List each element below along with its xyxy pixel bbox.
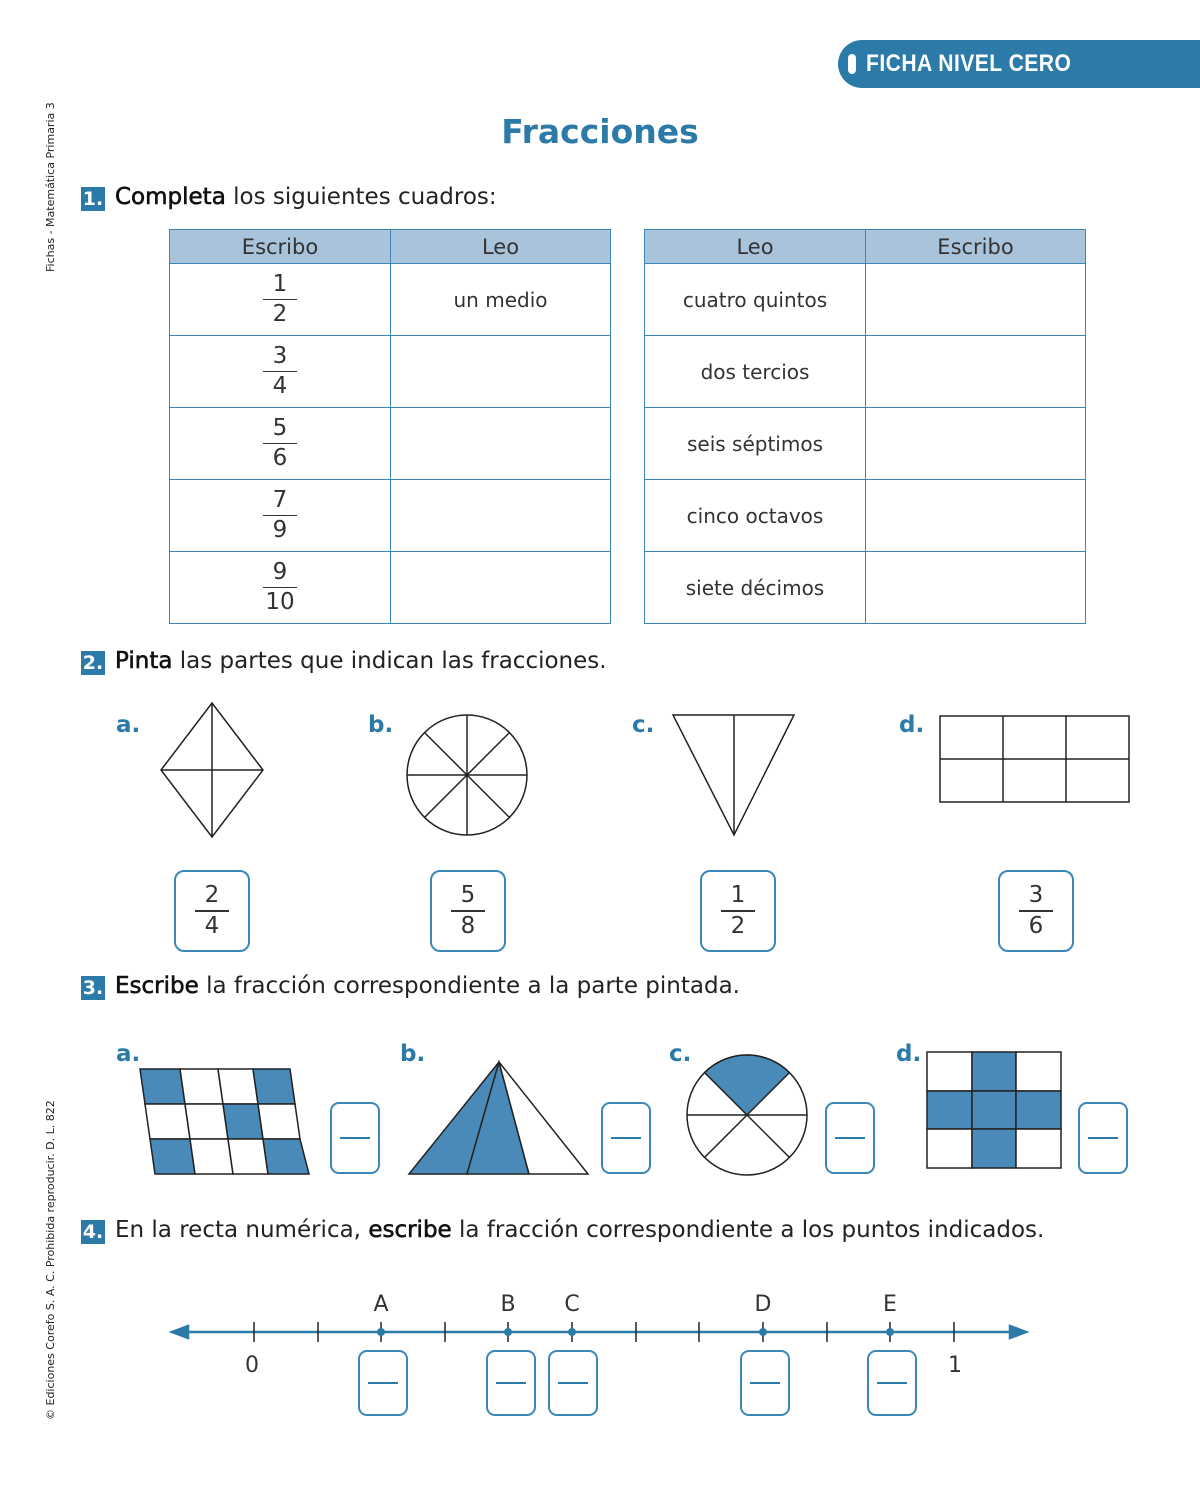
question-4-verb: escribe [368,1217,452,1243]
question-3-text [115,973,740,999]
point-label-d: D [754,1292,772,1317]
q3-shapes [0,1040,1200,1190]
question-4-rest: la fracción correspondiente a los puntos indicados. [451,1217,1045,1243]
left-table-header-leo: Leo [391,230,611,264]
table-cell-leo: dos tercios [645,336,866,408]
point-a-dot [377,1328,385,1336]
right-table-header-leo: Leo [645,230,866,264]
question-1-rest: los siguientes cuadros: [225,184,497,210]
q3-label-c: c. [669,1041,692,1067]
page-title: Fracciones [501,112,699,151]
q3-label-d: d. [896,1041,922,1067]
parallelogram-grid-shape [140,1069,309,1174]
question-4-text [115,1217,1044,1243]
answer-box-3a[interactable] [330,1102,380,1174]
rectangle-sixths-shape[interactable] [940,716,1129,802]
question-1-verb: Completa [115,184,226,210]
question-3-number: 3. [82,977,104,999]
number-line-zero: 0 [245,1353,259,1378]
q2-label-d: d. [899,712,925,738]
table-cell-leo: cuatro quintos [645,264,866,336]
point-b-dot [504,1328,512,1336]
table-cell-leo: seis séptimos [645,408,866,480]
answer-box-point-a[interactable] [358,1350,408,1416]
number-line [0,1300,1200,1360]
banner-label: FICHA NIVEL CERO [866,50,1072,77]
answer-box-3b[interactable] [601,1102,651,1174]
grid-cross-shape [927,1052,1061,1168]
side-text-top: Fichas - Matemática Primaria 3 [44,102,57,272]
table-cell-leo: cinco octavos [645,480,866,552]
question-3-verb: Escribe [115,973,199,999]
table-cell-fraction: $\frac{7}{9}$ [170,480,391,552]
question-4-pre: En la recta numérica, [115,1217,369,1243]
q2-label-a: a. [116,712,141,738]
point-label-a: A [373,1292,389,1317]
question-3-rest: la fracción correspondiente a la parte pintada. [198,973,740,999]
point-label-e: E [883,1292,897,1317]
q2-label-c: c. [632,712,655,738]
question-2-number: 2. [82,652,104,674]
point-label-c: C [564,1292,580,1317]
right-table-header-escribo: Escribo [866,230,1086,264]
answer-box-point-c[interactable] [548,1350,598,1416]
table-cell-fraction: $\frac{9}{10}$ [170,552,391,624]
circle-sixths-shape [687,1055,807,1175]
fraction-box-c: $\frac{1}{2}$ [700,870,776,952]
point-c-dot [568,1328,576,1336]
question-2-rest: las partes que indican las fracciones. [172,648,607,674]
question-4-number: 4. [82,1221,104,1243]
table-cell-leo: siete décimos [645,552,866,624]
fraction-box-b: $\frac{5}{8}$ [430,870,506,952]
q2-label-b: b. [368,712,394,738]
answer-box-3c[interactable] [825,1102,875,1174]
rhombus-shape[interactable] [161,703,263,837]
table-cell-leo: un medio [391,264,611,336]
answer-box-3d[interactable] [1078,1102,1128,1174]
q3-label-a: a. [116,1041,141,1067]
answer-box-point-e[interactable] [867,1350,917,1416]
answer-box-point-d[interactable] [740,1350,790,1416]
circle-eighths-shape[interactable] [407,715,527,835]
table-cell-fraction: $\frac{1}{2}$ [170,264,391,336]
question-2-verb: Pinta [115,648,173,674]
point-d-dot [759,1328,767,1336]
left-table-header-escribo: Escribo [170,230,391,264]
number-line-one: 1 [948,1353,962,1378]
triangle-halves-shape[interactable] [673,715,794,835]
table-cell-fraction: $\frac{5}{6}$ [170,408,391,480]
side-text-bottom: © Ediciones Corefo S. A. C. Prohibida reproducir. D. L. 822 [44,1100,57,1420]
table-cell-fraction: $\frac{3}{4}$ [170,336,391,408]
fraction-box-d: $\frac{3}{6}$ [998,870,1074,952]
fraction-box-a: $\frac{2}{4}$ [174,870,250,952]
point-e-dot [886,1328,894,1336]
triangle-thirds-shape [409,1062,588,1174]
question-1-number: 1. [82,188,104,210]
point-label-b: B [500,1292,516,1317]
answer-box-point-b[interactable] [486,1350,536,1416]
q3-label-b: b. [400,1041,426,1067]
